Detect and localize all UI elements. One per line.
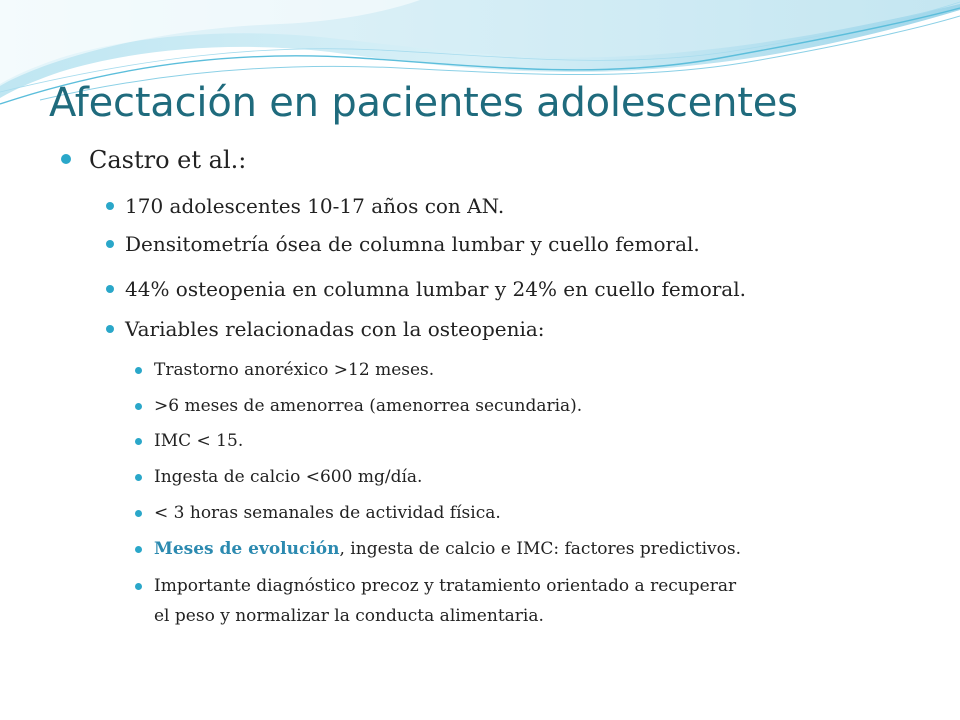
bullet-dot-icon [106, 325, 114, 333]
highlight-months: Meses de evolución [154, 539, 340, 559]
bullet-dot-icon [135, 474, 142, 481]
bullet-dot-icon [61, 154, 71, 164]
point-sample: 170 adolescentes 10-17 años con AN. [125, 194, 505, 218]
subpoint-conclusion-line2: el peso y normalizar la conducta alimentaria. [154, 606, 544, 626]
subpoint-predictive [154, 537, 741, 561]
bullet-dot-icon [135, 367, 142, 374]
point-osteopenia-rates: 44% osteopenia en columna lumbar y 24% en cuello femoral. [125, 277, 746, 301]
point-densitometry: Densitometría ósea de columna lumbar y cuello femoral. [125, 232, 700, 256]
bullet-dot-icon [135, 403, 142, 410]
bullet-dot-icon [135, 438, 142, 445]
subpoint-conclusion-line1: Importante diagnóstico precoz y tratamiento orientado a recuperar [154, 576, 737, 596]
point-variables: Variables relacionadas con la osteopenia: [125, 317, 545, 341]
bullet-dot-icon [135, 510, 142, 517]
bullet-dot-icon [135, 546, 142, 553]
subpoint-amenorrhea: >6 meses de amenorrea (amenorrea secundaria). [154, 396, 583, 416]
bullet-dot-icon [106, 240, 114, 248]
subpoint-calcium: Ingesta de calcio <600 mg/día. [154, 467, 423, 487]
study-heading: Castro et al.: [89, 146, 247, 174]
slide-title: Afectación en pacientes adolescentes [49, 80, 798, 126]
predictive-rest: , ingesta de calcio e IMC: factores predictivos. [339, 539, 741, 559]
subpoint-activity: < 3 horas semanales de actividad física. [154, 503, 501, 523]
bullet-dot-icon [106, 285, 114, 293]
subpoint-duration: Trastorno anoréxico >12 meses. [154, 360, 435, 380]
subpoint-bmi: IMC < 15. [154, 431, 244, 451]
bullet-dot-icon [106, 202, 114, 210]
bullet-dot-icon [135, 583, 142, 590]
